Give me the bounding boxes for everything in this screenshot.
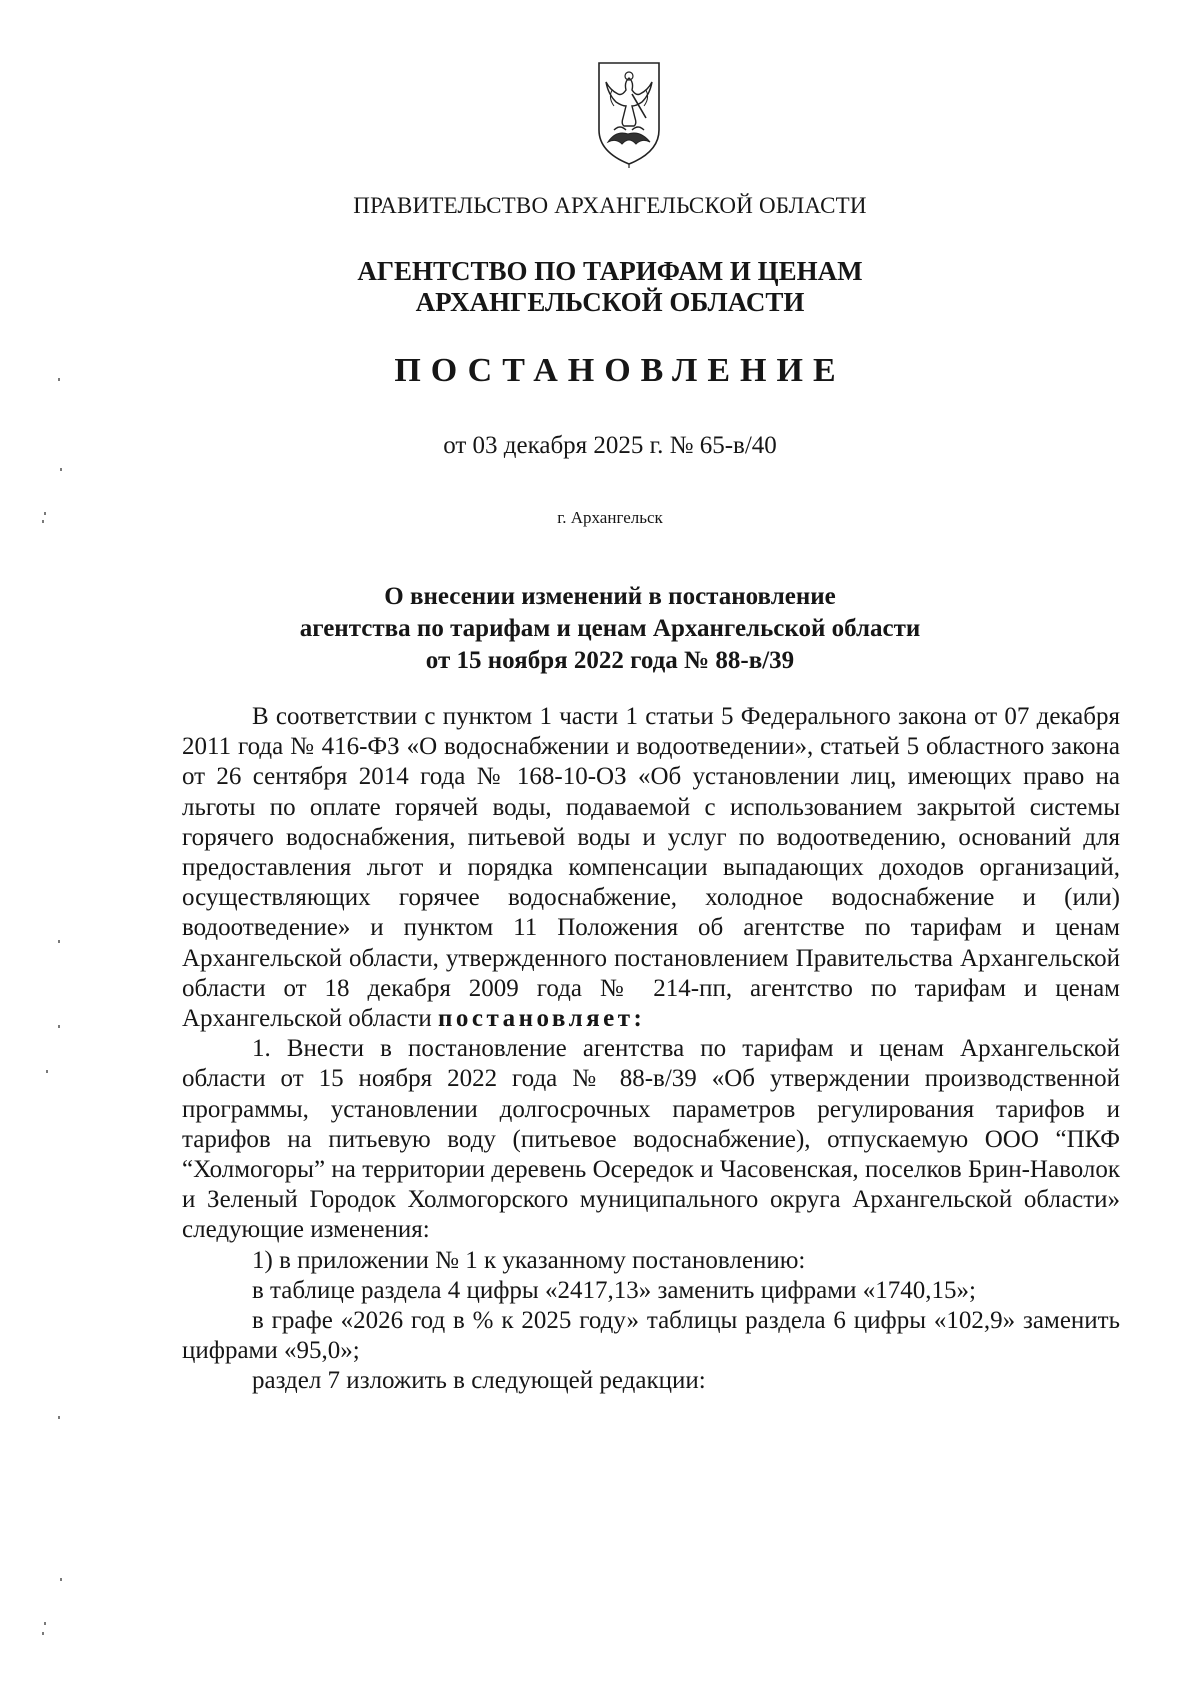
change-1-paragraph: в таблице раздела 4 цифры «2417,13» заменить цифрами «1740,15»;: [252, 1276, 976, 1304]
document-city: г. Архангельск: [557, 508, 663, 527]
change-2-paragraph: в графе «2026 год в % к 2025 году» таблицы раздела 6 цифры «102,9» заменить цифрами «95,0»;: [182, 1307, 1120, 1365]
agency-name-line1: АГЕНТСТВО ПО ТАРИФАМ И ЦЕНАМ: [357, 256, 863, 286]
document-body: [182, 702, 1120, 1397]
document-title-line2: агентства по тарифам и ценам Архангельской области: [299, 615, 921, 642]
government-name: ПРАВИТЕЛЬСТВО АРХАНГЕЛЬСКОЙ ОБЛАСТИ: [353, 193, 867, 218]
subitem-1-paragraph: 1) в приложении № 1 к указанному постановлению:: [252, 1246, 806, 1274]
document-title-line3: от 15 ноября 2022 года № 88-в/39: [425, 647, 795, 674]
preamble-text: В соответствии с пунктом 1 части 1 статьи 5 Федерального закона от 07 декабря 2011 года № 416-ФЗ «О водоснабжении и водоотведении», статьей 5 областного закона от 26 сентября 2014 года № 168-10-ОЗ «Об установлении лиц, имеющих право на льготы по оплате горячей воды, подаваемой с использованием закрытой системы горячего водоснабжения, питьевой воды и услуг по водоотведению, оснований для предоставления льгот и порядка компенсации выпадающих доходов организаций, осуществляющих горячее водоснабжение, холодное водоснабжение и (или) водоотведение» и пунктом 11 Положения об агентстве по тарифам и ценам Архангельской области, утвержденного постановлением Правительства Архангельской области от 18 декабря 2009 года № 214-пп, агентство по тарифам и ценам Архангельской области: [182, 703, 1120, 1033]
document-date-number: от 03 декабря 2025 г. № 65-в/40: [443, 432, 777, 459]
document-type: ПОСТАНОВЛЕНИЕ: [394, 352, 846, 389]
agency-name: [180, 256, 1040, 318]
change-3-paragraph: раздел 7 изложить в следующей редакции:: [252, 1367, 706, 1395]
item-1-paragraph: 1. Внести в постановление агентства по тарифам и ценам Архангельской области от 15 ноября 2022 года № 88-в/39 «Об утверждении производственной программы, установлении долгосрочных параметров регулирования тарифов и тарифов на питьевую воду (питьевое водоснабжение), отпускаемую ООО “ПКФ “Холмогоры” на территории деревень Осередок и Часовенская, поселков Брин-Наволок и Зеленый Городок Холмогорского муниципального округа Архангельской области» следующие изменения:: [182, 1035, 1120, 1244]
document-title-line1: О внесении изменений в постановление: [384, 583, 836, 610]
preamble-paragraph: [182, 702, 1120, 1034]
resolves-keyword: постановляет:: [438, 1005, 646, 1033]
coat-of-arms-icon: [596, 60, 662, 168]
document-title: [180, 581, 1040, 677]
agency-name-line2: АРХАНГЕЛЬСКОЙ ОБЛАСТИ: [415, 287, 805, 317]
